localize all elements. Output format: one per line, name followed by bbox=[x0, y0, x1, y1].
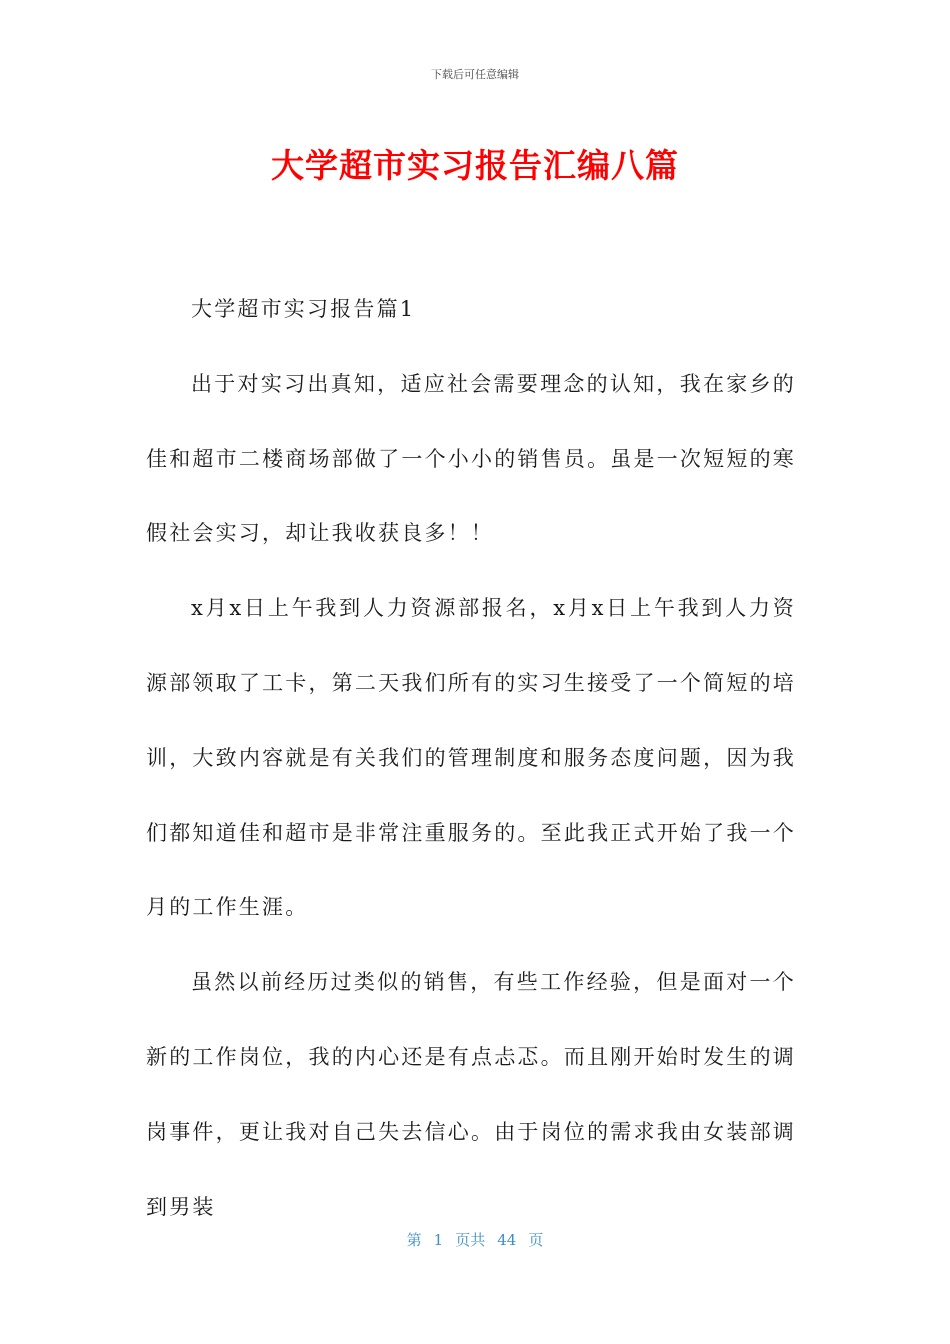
footer-prefix: 第 bbox=[406, 1231, 422, 1249]
paragraph: 虽然以前经历过类似的销售，有些工作经验，但是面对一个新的工作岗位，我的内心还是有点忐忑。而且刚开始时发生的调岗事件，更让我对自己失去信心。由于岗位的需求我由女装部调到男装 bbox=[146, 970, 796, 1219]
footer-suffix: 页 bbox=[528, 1231, 544, 1249]
page-footer bbox=[0, 1229, 950, 1250]
section-heading: 大学超市实习报告篇1 bbox=[191, 297, 416, 321]
document-title: 大学超市实习报告汇编八篇 bbox=[271, 146, 679, 185]
header-note: 下载后可任意编辑 bbox=[431, 68, 519, 81]
document-body bbox=[146, 272, 796, 1244]
paragraph: 出于对实习出真知，适应社会需要理念的认知，我在家乡的佳和超市二楼商场部做了一个小小的销售员。虽是一次短短的寒假社会实习，却让我收获良多！！ bbox=[146, 371, 796, 546]
footer-middle: 页共 bbox=[455, 1231, 486, 1249]
paragraph: x月x日上午我到人力资源部报名，x月x日上午我到人力资源部领取了工卡，第二天我们所有的实习生接受了一个简短的培训，大致内容就是有关我们的管理制度和服务态度问题，因为我们都知道佳和超市是非常注重服务的。至此我正式开始了我一个月的工作生涯。 bbox=[146, 596, 796, 920]
page-number: 1 bbox=[433, 1231, 444, 1249]
total-pages: 44 bbox=[497, 1231, 517, 1249]
